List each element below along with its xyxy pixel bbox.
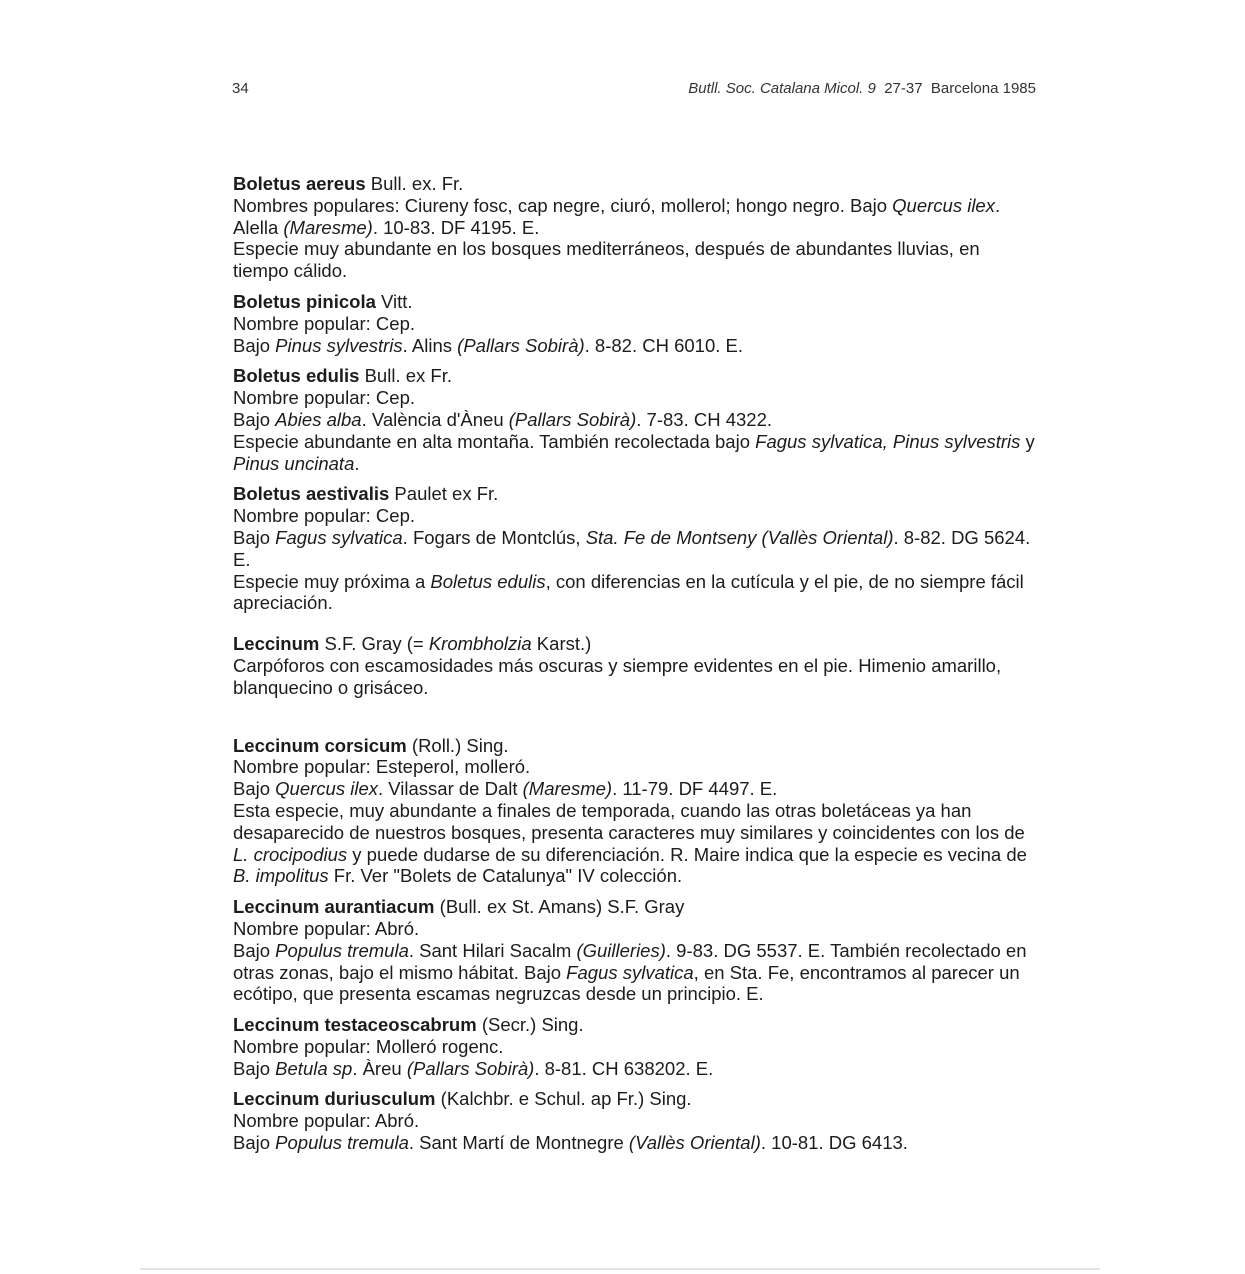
popular-name: Nombre popular: Molleró rogenc. xyxy=(233,1035,504,1057)
species-name: Leccinum corsicum xyxy=(233,734,407,756)
species-title xyxy=(233,173,1038,195)
species-author: Bull. ex Fr. xyxy=(359,365,452,387)
journal-citation xyxy=(688,80,1036,97)
species-title xyxy=(233,896,1038,918)
species-name: Boletus edulis xyxy=(233,365,360,387)
species-entry xyxy=(233,365,1038,474)
species-title xyxy=(233,1088,1038,1110)
species-record: Nombres populares: Ciureny fosc, cap negre, ciuró, mollerol; hongo negro. Bajo Quercus ilex. Alella (Maresme). 10-83. DF 4195. E. xyxy=(233,194,1001,238)
genus-name: Leccinum xyxy=(233,633,320,655)
species-entry xyxy=(233,173,1038,282)
species-author: Vitt. xyxy=(375,290,413,312)
genus-description: Carpóforos con escamosidades más oscuras y siempre evidentes en el pie. Himenio amarillo, blanquecino o grisáceo. xyxy=(233,654,1002,698)
species-author: (Roll.) Sing. xyxy=(406,734,509,756)
popular-name: Nombre popular: Cep. xyxy=(233,505,416,527)
page-bottom-edge xyxy=(140,1268,1100,1270)
genus-entry xyxy=(233,633,1038,698)
species-record: Bajo Populus tremula. Sant Martí de Montnegre (Vallès Oriental). 10-81. DG 6413. xyxy=(233,1132,908,1154)
species-entry xyxy=(233,1088,1038,1153)
species-name: Leccinum aurantiacum xyxy=(233,896,435,918)
species-entry xyxy=(233,291,1038,356)
species-name: Boletus pinicola xyxy=(233,290,376,312)
species-entry xyxy=(233,1014,1038,1079)
species-title xyxy=(233,365,1038,387)
species-author: (Kalchbr. e Schul. ap Fr.) Sing. xyxy=(435,1088,692,1110)
species-author: (Bull. ex St. Amans) S.F. Gray xyxy=(434,896,685,918)
species-title xyxy=(233,735,1038,757)
species-author: Bull. ex. Fr. xyxy=(365,173,464,194)
journal-place-year: Barcelona 1985 xyxy=(930,80,1036,97)
species-name: Boletus aestivalis xyxy=(233,483,390,505)
species-title xyxy=(233,483,1038,505)
species-record: Bajo Betula sp. Àreu (Pallars Sobirà). 8-81. CH 638202. E. xyxy=(233,1057,714,1079)
species-title xyxy=(233,1014,1038,1036)
document-body xyxy=(233,173,1038,1163)
species-note: Especie muy próxima a Boletus edulis, con diferencias en la cutícula y el pie, de no siempre fácil apreciación. xyxy=(233,570,1024,614)
species-record: Bajo Pinus sylvestris. Alins (Pallars Sobirà). 8-82. CH 6010. E. xyxy=(233,334,744,356)
genus-synonym: Krombholzia xyxy=(428,633,532,655)
species-entry xyxy=(233,896,1038,1005)
page-number: 34 xyxy=(232,80,249,97)
species-entry xyxy=(233,483,1038,614)
species-record: Bajo Fagus sylvatica. Fogars de Montclús, Sta. Fe de Montseny (Vallès Oriental). 8-82. DG 5624. E. xyxy=(233,526,1031,570)
journal-pages: 27-37 xyxy=(884,80,923,97)
species-name: Leccinum duriusculum xyxy=(233,1088,436,1110)
journal-name: Butll. Soc. Catalana Micol. 9 xyxy=(688,80,876,97)
species-title xyxy=(233,291,1038,313)
species-entry xyxy=(233,735,1038,888)
species-author: (Secr.) Sing. xyxy=(476,1014,584,1036)
popular-name: Nombre popular: Abró. xyxy=(233,917,420,939)
species-record: Bajo Abies alba. València d'Àneu (Pallars Sobirà). 7-83. CH 4322. xyxy=(233,408,773,430)
species-note: Especie abundante en alta montaña. También recolectada bajo Fagus sylvatica, Pinus sylvestris y Pinus uncinata. xyxy=(233,430,1035,474)
species-author: Paulet ex Fr. xyxy=(389,483,499,505)
species-note: Especie muy abundante en los bosques mediterráneos, después de abundantes lluvias, en tiempo cálido. xyxy=(233,238,980,282)
species-record: Bajo Populus tremula. Sant Hilari Sacalm (Guilleries). 9-83. DG 5537. E. También recolectado en otras zonas, bajo el mismo hábitat. Bajo Fagus sylvatica, en Sta. Fe, encontramos al parecer un ecótipo, que presenta escamas negruzcas desde un principio. E. xyxy=(233,939,1027,1005)
species-record: Bajo Quercus ilex. Vilassar de Dalt (Maresme). 11-79. DF 4497. E. xyxy=(233,778,778,800)
popular-name: Nombre popular: Esteperol, molleró. xyxy=(233,756,531,778)
species-name: Leccinum testaceoscabrum xyxy=(233,1014,477,1036)
species-note: Esta especie, muy abundante a finales de temporada, cuando las otras boletáceas ya han desaparecido de nuestros bosques, presenta caracteres muy similares y coincidentes con los de L. crocipodius y puede dudarse de su diferenciación. R. Maire indica que la especie es vecina de B. impolitus Fr. Ver "Bolets de Catalunya" IV colección. xyxy=(233,799,1027,887)
popular-name: Nombre popular: Abró. xyxy=(233,1110,420,1132)
popular-name: Nombre popular: Cep. xyxy=(233,387,416,409)
popular-name: Nombre popular: Cep. xyxy=(233,312,416,334)
species-name: Boletus aereus xyxy=(233,173,366,194)
genus-title: Leccinum S.F. Gray (= Krombholzia Karst.) xyxy=(233,633,592,655)
